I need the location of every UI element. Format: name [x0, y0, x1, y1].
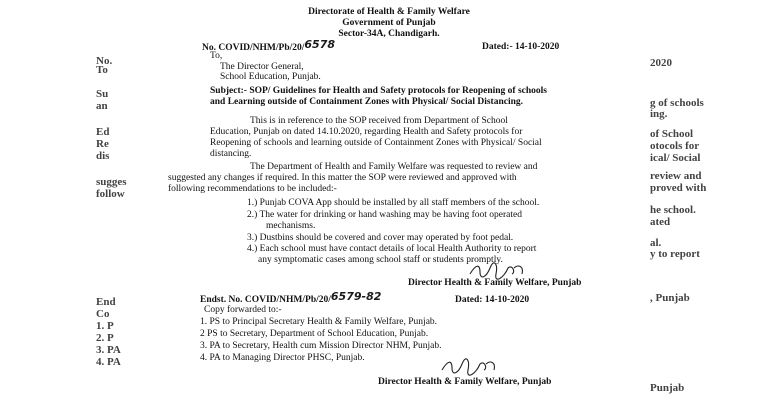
ghost-left-text: 2. P [96, 332, 114, 344]
endorsement-number-handwritten: 6579-82 [330, 290, 382, 303]
ghost-right-text: 2020 [650, 57, 672, 69]
para1-line-3: Reopening of schools and learning outside of Containment Zones with Physical/ Social [210, 138, 542, 148]
letter-date: Dated:- 14-10-2020 [482, 42, 560, 52]
org-line-2: Government of Punjab [342, 18, 436, 28]
ghost-left-text: Su [96, 88, 109, 100]
recommendation-4: 4.) Each school must have contact details of local Health Authority to report [247, 244, 537, 254]
letter-number-handwritten: 6578 [304, 38, 336, 51]
subject-line-1: Subject:- SOP/ Guidelines for Health and Safety protocols for Reopening of schools [210, 86, 547, 96]
ghost-right-text: ical/ Social [650, 152, 701, 164]
signatory-1: Director Health & Family Welfare, Punjab [408, 278, 582, 288]
ghost-left-text: follow [96, 188, 125, 200]
ghost-right-text: g of schools [650, 97, 704, 109]
endorsement-number-prefix: Endst. No. COVID/NHM/Pb/20/ [200, 295, 331, 305]
ghost-right-text: of School [650, 128, 694, 140]
ghost-right-text: ing. [650, 108, 668, 120]
ghost-right-text: otocols for [650, 140, 700, 152]
subject-line-2: and Learning outside of Containment Zones with Physical/ Social Distancing. [210, 97, 524, 107]
recipient-line-2: School Education, Punjab. [220, 72, 321, 82]
ghost-left-text: Re [96, 138, 109, 150]
signatory-2: Director Health & Family Welfare, Punjab [378, 377, 552, 387]
para2-line-2: suggested any changes if required. In this matter the SOP were reviewed and approved with [168, 173, 517, 183]
ghost-right-text: , Punjab [650, 292, 690, 304]
to-label: To, [210, 51, 223, 61]
para1-line-1: This is in reference to the SOP received from Department of School [250, 116, 508, 126]
ghost-left-text: 3. PA [96, 344, 121, 356]
recommendation-3: 3.) Dustbins should be covered and cover may operated by foot pedal. [247, 233, 514, 243]
ghost-left-text: dis [96, 150, 110, 162]
ghost-left-text: To [96, 64, 108, 76]
ghost-left-text: an [96, 100, 108, 112]
recommendation-1: 1.) Punjab COVA App should be installed by all staff members of the school. [247, 198, 540, 208]
ghost-left-text: 4. PA [96, 356, 121, 368]
para2-line-1: The Department of Health and Family Welfare was requested to review and [250, 162, 538, 172]
recommendation-2-cont: mechanisms. [266, 221, 316, 231]
ghost-right-text: y to report [650, 248, 700, 260]
copy-item-2: 2 PS to Secretary, Department of School Education, Punjab. [200, 329, 429, 339]
ghost-left-text: 1. P [96, 320, 114, 332]
endorsement-date: Dated: 14-10-2020 [455, 295, 530, 305]
copy-item-4: 4. PA to Managing Director PHSC, Punjab. [200, 353, 365, 363]
org-line-1: Directorate of Health & Family Welfare [308, 7, 470, 17]
ghost-left-text: No. [96, 55, 113, 67]
ghost-left-text: Ed [96, 126, 110, 138]
ghost-left-text: End [96, 296, 116, 308]
recommendation-4-cont: any symptomatic cases among school staff or students promptly. [258, 255, 503, 265]
ghost-right-text: Punjab [650, 382, 685, 394]
letter-number-prefix: No. COVID/NHM/Pb/20/ [202, 43, 305, 53]
ghost-right-text: ated [650, 216, 671, 228]
copy-item-1: 1. PS to Principal Secretary Health & Family Welfare, Punjab. [200, 317, 438, 327]
signature-handwritten-2 [440, 358, 500, 376]
ghost-left-text: Co [96, 308, 110, 320]
letter-page [150, 0, 628, 400]
recipient-line-1: The Director General, [220, 62, 304, 72]
recommendation-2: 2.) The water for drinking or hand washing may be having foot operated [247, 210, 522, 220]
ghost-right-text: review and [650, 170, 702, 182]
ghost-right-text: al. [650, 237, 662, 249]
para2-line-3: following recommendations to be included:- [168, 184, 337, 194]
ghost-left-text: sugges [96, 176, 127, 188]
para1-line-2: Education, Punjab on dated 14.10.2020, regarding Health and Safety protocols for [210, 127, 523, 137]
org-line-3: Sector-34A, Chandigarh. [338, 29, 440, 39]
ghost-right-text: he school. [650, 204, 696, 216]
para1-line-4: distancing. [210, 149, 252, 159]
copy-item-3: 3. PA to Secretary, Health cum Mission Director NHM, Punjab. [200, 341, 442, 351]
copy-forwarded-label: Copy forwarded to:- [204, 305, 282, 315]
ghost-right-text: proved with [650, 182, 707, 194]
